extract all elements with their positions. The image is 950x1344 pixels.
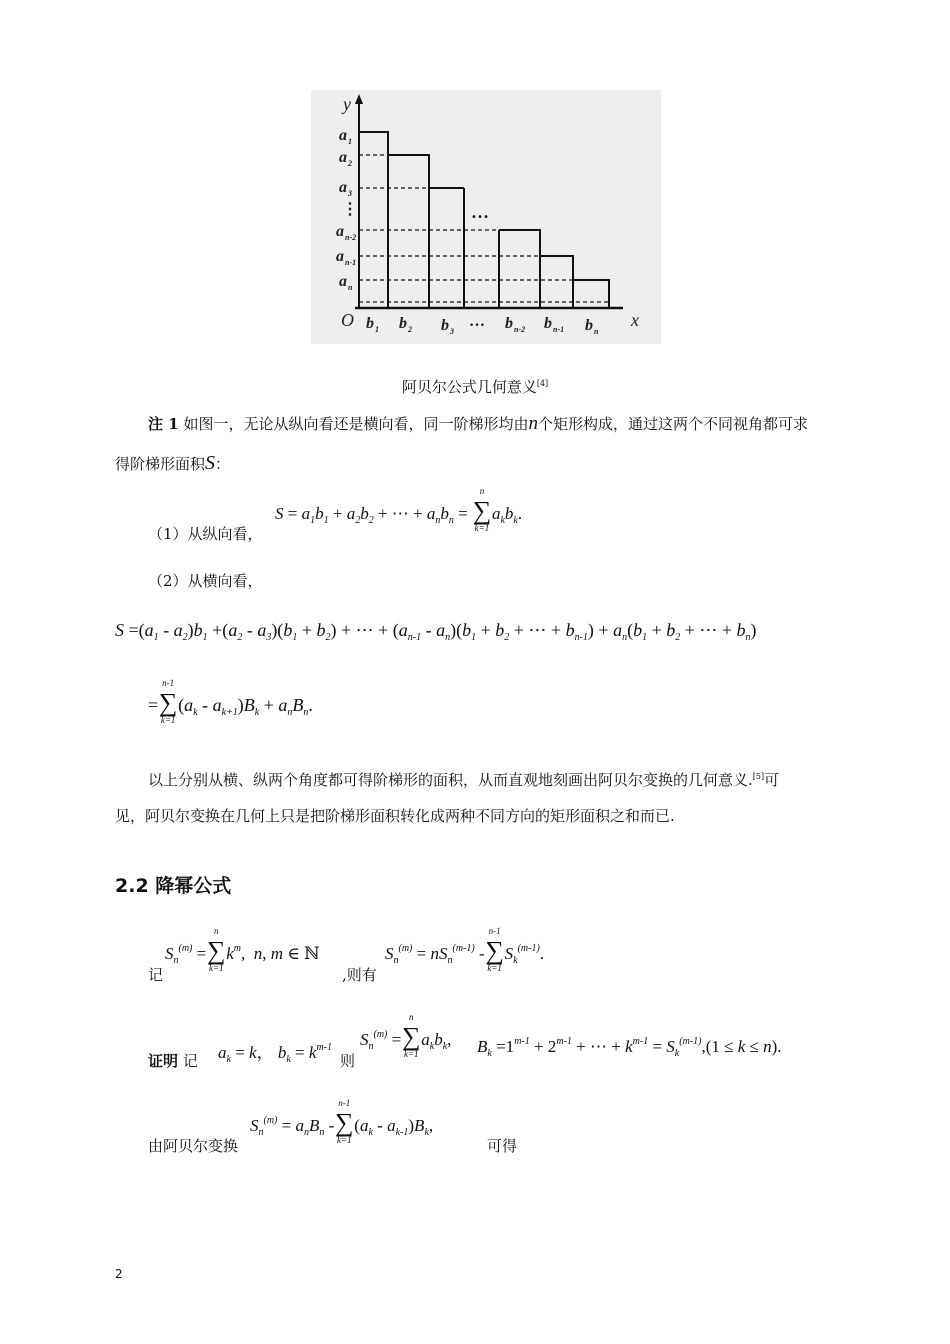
svg-text:b: b: [585, 317, 593, 334]
svg-text:3: 3: [348, 189, 352, 198]
note1-line2: 得阶梯形面积S：: [115, 452, 231, 474]
view2-label: （2）从横向看，: [148, 572, 263, 590]
svg-text:a: a: [339, 127, 347, 144]
svg-text:3: 3: [450, 327, 454, 336]
define-mid: ,则有: [342, 966, 377, 984]
svg-text:b: b: [441, 317, 449, 334]
svg-text:a: a: [339, 273, 347, 290]
conclusion-line1: 以上分别从横、纵两个角度都可得阶梯形的面积，从而直观地刻画出阿贝尔变换的几何意义.[5]可: [148, 771, 780, 789]
svg-text:a: a: [336, 223, 344, 240]
svg-text:a: a: [336, 248, 344, 265]
svg-text:2: 2: [348, 159, 352, 168]
svg-text:b: b: [544, 315, 552, 332]
svg-text:1: 1: [375, 325, 379, 334]
formula-horizontal-view: $S =(a_1 - a_2)b_1 +(a_2 - a_3)(b_1 + b_2)$ + ⋯ + $(a_{n-1} - a_n)(b_1 + b_2$ + ⋯ + $b_{n-1}) + a_n(b_1 + b_2$ + ⋯ + $b_n$): [115, 620, 757, 643]
figure-caption: 阿贝尔公式几何意义[4]: [401, 378, 549, 396]
x-axis-label: x: [631, 310, 639, 330]
svg-text:n-2: n-2: [345, 233, 357, 242]
svg-text:a: a: [339, 149, 347, 166]
y-axis-arrow-icon: [355, 94, 363, 104]
svg-text:b: b: [366, 315, 374, 332]
svg-text:…: …: [469, 313, 485, 330]
staircase-diagram: [311, 90, 661, 344]
svg-text:b: b: [505, 315, 513, 332]
b-labels: [366, 313, 599, 336]
abel-geometry-figure: [311, 90, 661, 344]
conclusion-line2: 见，阿贝尔变换在几何上只是把阶梯形面积转化成两种不同方向的矩形面积之和而已.: [115, 807, 675, 825]
abel-prefix: 由阿贝尔变换: [148, 1137, 239, 1155]
y-axis-label: y: [343, 94, 351, 114]
svg-text:1: 1: [348, 137, 352, 146]
svg-text:2: 2: [408, 325, 412, 334]
svg-text:b: b: [399, 315, 407, 332]
citation-ref: [4]: [536, 379, 549, 388]
svg-text:n-1: n-1: [345, 258, 357, 267]
page-number: 2: [115, 1267, 123, 1281]
define-prefix: 记: [148, 966, 164, 984]
svg-text:⋮: ⋮: [342, 201, 358, 218]
proof-label: 证明: [148, 1052, 179, 1070]
svg-text:n: n: [348, 283, 353, 292]
citation-ref: [5]: [752, 772, 765, 781]
section-heading: 2.2 降幂公式: [115, 875, 232, 897]
formula-proof-S: $S_n^{(m)}$ = n ∑ k=1 $a_kb_k$,: [360, 1012, 452, 1059]
note-label: 注 1: [148, 415, 179, 433]
abel-suffix: 可得: [487, 1137, 518, 1155]
formula-vertical-view: $S = a_1b_1 + a_2b_2$ + ⋯ + $a_nb_n$ = n ∑ k=1 $a_kb_k$.: [275, 486, 523, 533]
dashed-level-lines: [359, 155, 609, 302]
svg-text:n: n: [594, 327, 599, 336]
middle-ellipsis: …: [471, 202, 489, 222]
svg-text:n-1: n-1: [553, 325, 565, 334]
formula-abel: $S_n^{(m)} = a_nB_n$ - n-1 ∑ k=1 $(a_k - a_{k-1})B_k$,: [250, 1098, 434, 1145]
formula-result: $S_n^{(m)} = nS_n^{(m-1)}$ - n-1 ∑ k=1 $S_k^{(m-1)}$.: [385, 926, 545, 973]
origin-label: O: [341, 310, 354, 330]
proof-line: 证明 记: [148, 1052, 198, 1070]
formula-horizontal-sum: = n-1 ∑ k=1 $(a_k - a_{k+1})B_k + a_nB_n$.: [148, 678, 313, 725]
formula-proof-B: $B_k =1^{m-1} + 2^{m-1}$ + ⋯ + $k^{m-1} = S_k^{(m-1)},(1 \le k \le n)$.: [477, 1036, 782, 1059]
svg-text:a: a: [339, 179, 347, 196]
formula-proof-ab: $a_k = k$， $b_k = k^{m-1}$: [218, 1042, 332, 1065]
svg-text:n-2: n-2: [514, 325, 526, 334]
view1-label: （1）从纵向看，: [148, 525, 263, 543]
a-labels: [336, 127, 358, 292]
formula-define: $S_n^{(m)}$ = n ∑ k=1 $k^m$, n, m ∈ ℕ: [165, 926, 320, 973]
proof-ze: 则: [340, 1052, 356, 1070]
note1-line1: 注 1 如图一，无论从纵向看还是横向看，同一阶梯形均由n个矩形构成，通过这两个不同视角都可求: [148, 413, 808, 434]
